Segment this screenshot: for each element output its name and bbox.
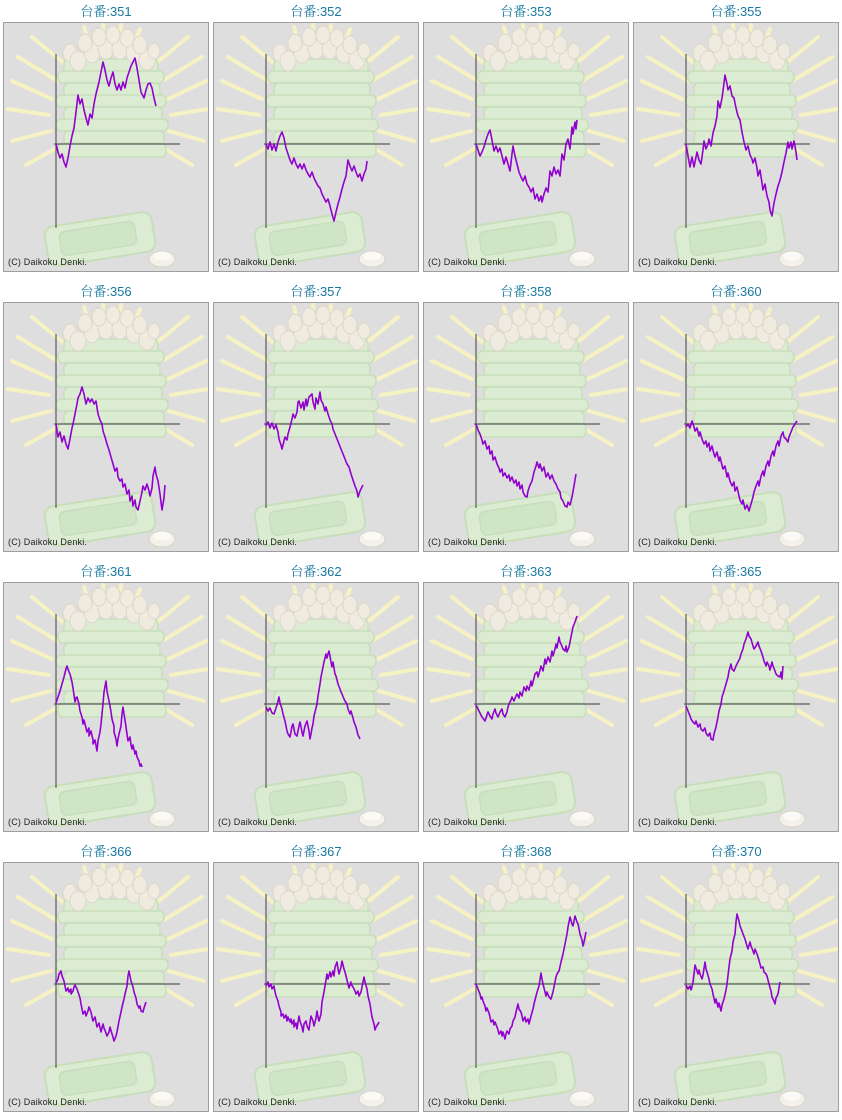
single-ball-icon bbox=[569, 1091, 595, 1107]
ball-tray-stack-icon bbox=[476, 899, 588, 997]
machine-panel bbox=[423, 282, 629, 552]
machine-panel bbox=[633, 282, 839, 552]
single-ball-icon bbox=[359, 251, 385, 267]
trend-chart bbox=[424, 303, 628, 551]
single-ball-icon bbox=[359, 811, 385, 827]
single-ball-icon bbox=[359, 1091, 385, 1107]
trend-chart bbox=[214, 23, 418, 271]
single-ball-icon bbox=[569, 251, 595, 267]
ball-tray-stack-icon bbox=[686, 619, 798, 717]
machine-chart-cell bbox=[3, 22, 209, 272]
machine-panel bbox=[213, 562, 419, 832]
single-ball-icon bbox=[569, 811, 595, 827]
copyright-text: (C) Daikoku Denki. bbox=[428, 1097, 508, 1107]
machine-panel bbox=[633, 842, 839, 1112]
copyright-text: (C) Daikoku Denki. bbox=[8, 817, 88, 827]
machine-title-link[interactable]: 台番:362 bbox=[290, 564, 342, 579]
machine-title-link[interactable]: 台番:355 bbox=[710, 4, 762, 19]
machine-chart-cell bbox=[213, 582, 419, 832]
single-ball-icon bbox=[149, 1091, 175, 1107]
machine-panel bbox=[3, 562, 209, 832]
single-ball-icon bbox=[779, 251, 805, 267]
copyright-text: (C) Daikoku Denki. bbox=[638, 257, 718, 267]
machine-chart-cell bbox=[213, 302, 419, 552]
copyright-text: (C) Daikoku Denki. bbox=[428, 817, 508, 827]
ball-tray-stack-icon bbox=[476, 339, 588, 437]
machine-chart-cell bbox=[633, 582, 839, 832]
machine-panel bbox=[633, 562, 839, 832]
machine-title-link[interactable]: 台番:366 bbox=[80, 844, 132, 859]
pachinko-tray-watermark bbox=[638, 865, 838, 1107]
trend-chart bbox=[214, 303, 418, 551]
single-ball-icon bbox=[149, 531, 175, 547]
machine-title-link[interactable]: 台番:365 bbox=[710, 564, 762, 579]
copyright-text: (C) Daikoku Denki. bbox=[8, 257, 88, 267]
trend-chart bbox=[634, 583, 838, 831]
machine-panel bbox=[423, 562, 629, 832]
trend-chart bbox=[634, 303, 838, 551]
machine-chart-cell bbox=[213, 22, 419, 272]
machine-panel bbox=[633, 2, 839, 272]
machine-panel bbox=[423, 842, 629, 1112]
machine-title-link[interactable]: 台番:361 bbox=[80, 564, 132, 579]
pachinko-tray-watermark bbox=[218, 25, 418, 267]
copyright-text: (C) Daikoku Denki. bbox=[428, 537, 508, 547]
copyright-text: (C) Daikoku Denki. bbox=[638, 537, 718, 547]
ball-tray-stack-icon bbox=[266, 339, 378, 437]
machine-chart-cell bbox=[423, 862, 629, 1112]
machine-panel bbox=[3, 282, 209, 552]
single-ball-icon bbox=[569, 531, 595, 547]
machine-title-link[interactable]: 台番:353 bbox=[500, 4, 552, 19]
ball-tray-stack-icon bbox=[56, 899, 168, 997]
trend-chart bbox=[424, 583, 628, 831]
single-ball-icon bbox=[779, 531, 805, 547]
trend-chart bbox=[634, 23, 838, 271]
pachinko-tray-watermark bbox=[428, 585, 628, 827]
single-ball-icon bbox=[149, 251, 175, 267]
pachinko-tray-watermark bbox=[218, 585, 418, 827]
machine-title-link[interactable]: 台番:368 bbox=[500, 844, 552, 859]
pachinko-tray-watermark bbox=[218, 305, 418, 547]
copyright-text: (C) Daikoku Denki. bbox=[638, 1097, 718, 1107]
trend-chart bbox=[424, 23, 628, 271]
trend-chart bbox=[4, 303, 208, 551]
machine-title-link[interactable]: 台番:370 bbox=[710, 844, 762, 859]
machine-title-link[interactable]: 台番:351 bbox=[80, 4, 132, 19]
machine-chart-cell bbox=[633, 22, 839, 272]
machine-chart-cell bbox=[3, 302, 209, 552]
machine-title-link[interactable]: 台番:358 bbox=[500, 284, 552, 299]
machine-title-link[interactable]: 台番:357 bbox=[290, 284, 342, 299]
pachinko-tray-watermark bbox=[638, 585, 838, 827]
single-ball-icon bbox=[359, 531, 385, 547]
machine-panel bbox=[213, 842, 419, 1112]
copyright-text: (C) Daikoku Denki. bbox=[218, 1097, 298, 1107]
pachinko-tray-watermark bbox=[638, 305, 838, 547]
machine-chart-cell bbox=[3, 862, 209, 1112]
copyright-text: (C) Daikoku Denki. bbox=[218, 257, 298, 267]
machine-chart-cell bbox=[633, 302, 839, 552]
machine-chart-cell bbox=[633, 862, 839, 1112]
machine-title-link[interactable]: 台番:363 bbox=[500, 564, 552, 579]
machine-chart-cell bbox=[423, 22, 629, 272]
ball-tray-stack-icon bbox=[266, 59, 378, 157]
copyright-text: (C) Daikoku Denki. bbox=[428, 257, 508, 267]
machine-chart-cell bbox=[423, 302, 629, 552]
ball-tray-stack-icon bbox=[56, 619, 168, 717]
pachinko-tray-watermark bbox=[8, 25, 208, 267]
machine-panel bbox=[3, 2, 209, 272]
trend-chart bbox=[4, 863, 208, 1111]
single-ball-icon bbox=[149, 811, 175, 827]
single-ball-icon bbox=[779, 811, 805, 827]
pachinko-tray-watermark bbox=[428, 25, 628, 267]
machine-title-link[interactable]: 台番:356 bbox=[80, 284, 132, 299]
machine-panel bbox=[423, 2, 629, 272]
pachinko-tray-watermark bbox=[428, 305, 628, 547]
trend-chart bbox=[4, 23, 208, 271]
machine-title-link[interactable]: 台番:367 bbox=[290, 844, 342, 859]
pachinko-tray-watermark bbox=[8, 305, 208, 547]
pachinko-tray-watermark bbox=[638, 25, 838, 267]
trend-chart bbox=[424, 863, 628, 1111]
ball-tray-stack-icon bbox=[686, 59, 798, 157]
copyright-text: (C) Daikoku Denki. bbox=[638, 817, 718, 827]
pachinko-tray-watermark bbox=[218, 865, 418, 1107]
ball-tray-stack-icon bbox=[686, 339, 798, 437]
ball-tray-stack-icon bbox=[266, 899, 378, 997]
copyright-text: (C) Daikoku Denki. bbox=[8, 537, 88, 547]
machine-panel bbox=[213, 2, 419, 272]
trend-chart bbox=[4, 583, 208, 831]
single-ball-icon bbox=[779, 1091, 805, 1107]
pachinko-tray-watermark bbox=[8, 865, 208, 1107]
pachinko-tray-watermark bbox=[8, 585, 208, 827]
copyright-text: (C) Daikoku Denki. bbox=[218, 817, 298, 827]
machine-title-link[interactable]: 台番:360 bbox=[710, 284, 762, 299]
trend-chart bbox=[634, 863, 838, 1111]
pachinko-tray-watermark bbox=[428, 865, 628, 1107]
machine-chart-cell bbox=[423, 582, 629, 832]
machine-chart-cell bbox=[3, 582, 209, 832]
copyright-text: (C) Daikoku Denki. bbox=[218, 537, 298, 547]
trend-chart bbox=[214, 583, 418, 831]
copyright-text: (C) Daikoku Denki. bbox=[8, 1097, 88, 1107]
ball-tray-stack-icon bbox=[686, 899, 798, 997]
machine-title-link[interactable]: 台番:352 bbox=[290, 4, 342, 19]
machine-panel bbox=[213, 282, 419, 552]
machine-chart-cell bbox=[213, 862, 419, 1112]
trend-chart bbox=[214, 863, 418, 1111]
machine-panel bbox=[3, 842, 209, 1112]
